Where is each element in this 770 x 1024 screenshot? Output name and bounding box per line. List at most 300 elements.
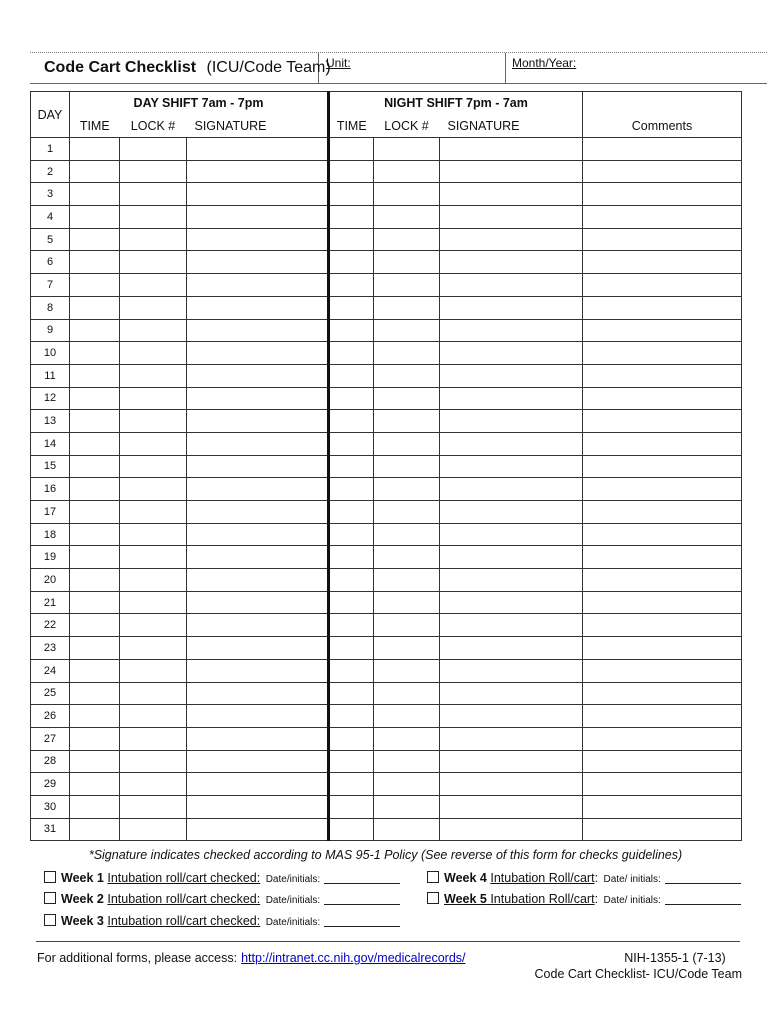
week5-checkbox[interactable] (427, 892, 439, 904)
night-time-cell[interactable] (329, 773, 374, 796)
day-signature-cell[interactable] (187, 274, 329, 297)
week3-row: Week 3 Intubation roll/cart checked: Date/initials: (44, 914, 400, 928)
night-time-cell[interactable] (329, 795, 374, 818)
night-lock-cell[interactable] (374, 727, 440, 750)
night-time-cell[interactable] (329, 523, 374, 546)
form-name: Code Cart Checklist- ICU/Code Team (534, 967, 742, 981)
comments-cell[interactable] (583, 795, 742, 818)
day-number: 17 (31, 501, 70, 524)
day-signature-cell[interactable] (187, 523, 329, 546)
comments-cell[interactable] (583, 569, 742, 592)
night-time-cell[interactable] (329, 682, 374, 705)
day-number: 24 (31, 659, 70, 682)
night-lock-cell[interactable] (374, 296, 440, 319)
day-lock-cell[interactable] (120, 342, 187, 365)
night-time-cell[interactable] (329, 251, 374, 274)
day-time-cell[interactable] (70, 138, 120, 161)
day-lock-cell[interactable] (120, 410, 187, 433)
comments-cell[interactable] (583, 387, 742, 410)
table-row (31, 818, 742, 841)
comments-cell[interactable] (583, 206, 742, 229)
night-time-cell[interactable] (329, 637, 374, 660)
day-lock-cell[interactable] (120, 682, 187, 705)
comments-cell[interactable] (583, 274, 742, 297)
week3-checkbox[interactable] (44, 914, 56, 926)
day-lock-cell[interactable] (120, 705, 187, 728)
day-number: 12 (31, 387, 70, 410)
night-signature-cell[interactable] (440, 160, 583, 183)
table-row (31, 251, 742, 274)
day-lock-cell[interactable] (120, 387, 187, 410)
week5-initials-line[interactable] (665, 904, 741, 905)
day-lock-cell[interactable] (120, 659, 187, 682)
night-signature-cell[interactable] (440, 455, 583, 478)
day-number: 14 (31, 432, 70, 455)
night-lock-cell[interactable] (374, 387, 440, 410)
night-time-cell[interactable] (329, 410, 374, 433)
day-lock-cell[interactable] (120, 546, 187, 569)
day-time-cell[interactable] (70, 296, 120, 319)
month-year-field[interactable]: Month/Year: (512, 56, 577, 70)
form-title (44, 59, 331, 77)
table-row (31, 455, 742, 478)
week4-row: Week 4 Intubation Roll/cart: Date/ initials: (427, 871, 741, 885)
day-number: 3 (31, 183, 70, 206)
night-signature-cell[interactable] (440, 818, 583, 841)
day-time-cell[interactable] (70, 682, 120, 705)
day-lock-cell[interactable] (120, 455, 187, 478)
night-time-cell[interactable] (329, 296, 374, 319)
week1-checkbox[interactable] (44, 871, 56, 883)
day-lock-cell[interactable] (120, 364, 187, 387)
day-time-cell[interactable] (70, 274, 120, 297)
night-signature-cell[interactable] (440, 183, 583, 206)
month-divider (505, 53, 506, 83)
form-number: NIH-1355-1 (7-13) (624, 951, 726, 965)
comments-cell[interactable] (583, 750, 742, 773)
night-lock-cell[interactable] (374, 569, 440, 592)
day-lock-cell[interactable] (120, 296, 187, 319)
night-signature-cell[interactable] (440, 342, 583, 365)
day-number: 28 (31, 750, 70, 773)
day-time-cell[interactable] (70, 387, 120, 410)
night-signature-cell[interactable] (440, 432, 583, 455)
comments-cell[interactable] (583, 455, 742, 478)
night-time-cell[interactable] (329, 342, 374, 365)
day-lock-cell[interactable] (120, 319, 187, 342)
day-lock-cell[interactable] (120, 569, 187, 592)
day-signature-cell[interactable] (187, 501, 329, 524)
table-row (31, 795, 742, 818)
day-signature-cell[interactable] (187, 387, 329, 410)
day-signature-cell[interactable] (187, 228, 329, 251)
day-time-cell[interactable] (70, 432, 120, 455)
night-lock-cell[interactable] (374, 750, 440, 773)
day-time-cell[interactable] (70, 614, 120, 637)
night-lock-cell[interactable] (374, 183, 440, 206)
table-row (31, 501, 742, 524)
night-lock-cell[interactable] (374, 319, 440, 342)
comments-cell[interactable] (583, 773, 742, 796)
week2-row: Week 2 Intubation roll/cart checked: Date/initials: (44, 892, 400, 906)
night-lock-cell[interactable] (374, 818, 440, 841)
day-lock-header: LOCK # (120, 114, 187, 138)
unit-field[interactable]: Unit: (326, 56, 351, 70)
comments-cell[interactable] (583, 251, 742, 274)
day-lock-cell[interactable] (120, 138, 187, 161)
night-time-cell[interactable] (329, 705, 374, 728)
day-number: 27 (31, 727, 70, 750)
night-signature-cell[interactable] (440, 364, 583, 387)
table-row (31, 432, 742, 455)
night-signature-cell[interactable] (440, 251, 583, 274)
table-row (31, 296, 742, 319)
comments-cell[interactable] (583, 727, 742, 750)
day-lock-cell[interactable] (120, 637, 187, 660)
day-signature-cell[interactable] (187, 591, 329, 614)
night-time-cell[interactable] (329, 432, 374, 455)
day-time-cell[interactable] (70, 569, 120, 592)
night-signature-cell[interactable] (440, 410, 583, 433)
day-number: 30 (31, 795, 70, 818)
day-signature-cell[interactable] (187, 682, 329, 705)
night-signature-cell[interactable] (440, 637, 583, 660)
day-number: 18 (31, 523, 70, 546)
day-time-cell[interactable] (70, 319, 120, 342)
day-time-cell[interactable] (70, 342, 120, 365)
week2-checkbox[interactable] (44, 892, 56, 904)
comments-cell[interactable] (583, 818, 742, 841)
table-row (31, 410, 742, 433)
night-signature-cell[interactable] (440, 319, 583, 342)
table-row (31, 183, 742, 206)
night-lock-cell[interactable] (374, 206, 440, 229)
day-time-cell[interactable] (70, 591, 120, 614)
day-time-cell[interactable] (70, 795, 120, 818)
table-row (31, 364, 742, 387)
day-time-cell[interactable] (70, 659, 120, 682)
day-lock-cell[interactable] (120, 274, 187, 297)
night-time-cell[interactable] (329, 818, 374, 841)
night-time-cell[interactable] (329, 228, 374, 251)
day-lock-cell[interactable] (120, 614, 187, 637)
day-time-cell[interactable] (70, 750, 120, 773)
night-signature-cell[interactable] (440, 206, 583, 229)
night-lock-cell[interactable] (374, 637, 440, 660)
day-time-cell[interactable] (70, 705, 120, 728)
night-time-cell[interactable] (329, 364, 374, 387)
day-number: 9 (31, 319, 70, 342)
day-time-cell[interactable] (70, 818, 120, 841)
day-time-cell[interactable] (70, 160, 120, 183)
night-signature-cell[interactable] (440, 682, 583, 705)
night-signature-cell[interactable] (440, 773, 583, 796)
comments-cell[interactable] (583, 705, 742, 728)
day-time-cell[interactable] (70, 206, 120, 229)
comments-cell[interactable] (583, 523, 742, 546)
day-signature-cell[interactable] (187, 342, 329, 365)
night-time-cell[interactable] (329, 455, 374, 478)
day-signature-cell[interactable] (187, 206, 329, 229)
night-signature-cell[interactable] (440, 614, 583, 637)
day-number: 10 (31, 342, 70, 365)
day-signature-cell[interactable] (187, 795, 329, 818)
day-time-cell[interactable] (70, 410, 120, 433)
day-time-cell[interactable] (70, 455, 120, 478)
day-lock-cell[interactable] (120, 478, 187, 501)
day-number: 16 (31, 478, 70, 501)
night-lock-cell[interactable] (374, 432, 440, 455)
night-time-cell[interactable] (329, 183, 374, 206)
title-sub: (ICU/Code Team) (206, 59, 331, 76)
night-signature-cell[interactable] (440, 274, 583, 297)
comments-cell[interactable] (583, 410, 742, 433)
comments-cell[interactable] (583, 432, 742, 455)
day-time-cell[interactable] (70, 727, 120, 750)
footer-rule (36, 941, 740, 942)
table-row (31, 319, 742, 342)
night-lock-cell[interactable] (374, 478, 440, 501)
comments-cell[interactable] (583, 682, 742, 705)
comments-cell[interactable] (583, 319, 742, 342)
day-number: 22 (31, 614, 70, 637)
table-row (31, 546, 742, 569)
night-time-cell[interactable] (329, 569, 374, 592)
day-number: 26 (31, 705, 70, 728)
day-signature-cell[interactable] (187, 727, 329, 750)
night-lock-cell[interactable] (374, 138, 440, 161)
day-time-cell[interactable] (70, 228, 120, 251)
night-time-cell[interactable] (329, 274, 374, 297)
night-signature-cell[interactable] (440, 727, 583, 750)
signature-note: *Signature indicates checked according to MAS 95-1 Policy (See reverse of this form for checks guidelines) (88, 848, 683, 862)
night-signature-cell[interactable] (440, 591, 583, 614)
day-signature-cell[interactable] (187, 773, 329, 796)
night-signature-cell[interactable] (440, 387, 583, 410)
night-signature-cell[interactable] (440, 501, 583, 524)
day-shift-header: DAY SHIFT 7am - 7pm (70, 92, 329, 115)
day-number: 6 (31, 251, 70, 274)
table-row (31, 274, 742, 297)
night-lock-cell[interactable] (374, 342, 440, 365)
day-number: 2 (31, 160, 70, 183)
day-lock-cell[interactable] (120, 251, 187, 274)
day-signature-cell[interactable] (187, 637, 329, 660)
night-lock-cell[interactable] (374, 591, 440, 614)
day-signature-cell[interactable] (187, 614, 329, 637)
day-number: 11 (31, 364, 70, 387)
night-signature-cell[interactable] (440, 523, 583, 546)
day-time-cell[interactable] (70, 478, 120, 501)
night-time-cell[interactable] (329, 659, 374, 682)
day-lock-cell[interactable] (120, 750, 187, 773)
night-time-cell[interactable] (329, 478, 374, 501)
night-time-cell[interactable] (329, 206, 374, 229)
day-signature-cell[interactable] (187, 138, 329, 161)
night-time-cell[interactable] (329, 727, 374, 750)
night-time-cell[interactable] (329, 319, 374, 342)
night-time-cell[interactable] (329, 591, 374, 614)
table-row (31, 206, 742, 229)
comments-cell[interactable] (583, 478, 742, 501)
night-shift-header: NIGHT SHIFT 7pm - 7am (329, 92, 583, 115)
table-row (31, 750, 742, 773)
night-lock-cell[interactable] (374, 274, 440, 297)
day-number: 23 (31, 637, 70, 660)
night-time-header: TIME (329, 114, 374, 138)
comments-cell[interactable] (583, 659, 742, 682)
day-lock-cell[interactable] (120, 432, 187, 455)
day-lock-cell[interactable] (120, 160, 187, 183)
comments-cell[interactable] (583, 160, 742, 183)
table-row (31, 387, 742, 410)
week2-initials-line[interactable] (324, 904, 400, 905)
day-signature-cell[interactable] (187, 659, 329, 682)
day-time-cell[interactable] (70, 523, 120, 546)
day-time-cell[interactable] (70, 183, 120, 206)
day-number: 1 (31, 138, 70, 161)
day-signature-cell[interactable] (187, 183, 329, 206)
day-number: 5 (31, 228, 70, 251)
night-signature-cell[interactable] (440, 569, 583, 592)
night-lock-cell[interactable] (374, 795, 440, 818)
night-signature-cell[interactable] (440, 228, 583, 251)
checklist-table (30, 91, 742, 841)
comments-cell[interactable] (583, 138, 742, 161)
footer-access: For additional forms, please access: http://intranet.cc.nih.gov/medicalrecords/ (37, 951, 466, 965)
night-lock-cell[interactable] (374, 705, 440, 728)
comments-cell[interactable] (583, 546, 742, 569)
day-signature-cell[interactable] (187, 705, 329, 728)
day-lock-cell[interactable] (120, 773, 187, 796)
day-time-cell[interactable] (70, 251, 120, 274)
day-time-cell[interactable] (70, 637, 120, 660)
night-signature-cell[interactable] (440, 138, 583, 161)
night-lock-cell[interactable] (374, 773, 440, 796)
table-row (31, 727, 742, 750)
table-row (31, 659, 742, 682)
comments-cell[interactable] (583, 228, 742, 251)
table-row (31, 614, 742, 637)
comments-cell[interactable] (583, 296, 742, 319)
day-lock-cell[interactable] (120, 591, 187, 614)
comments-cell[interactable] (583, 501, 742, 524)
week1-initials-line[interactable] (324, 883, 400, 884)
table-row (31, 160, 742, 183)
day-lock-cell[interactable] (120, 206, 187, 229)
comments-header-top (583, 92, 742, 115)
night-lock-cell[interactable] (374, 251, 440, 274)
night-time-cell[interactable] (329, 138, 374, 161)
day-lock-cell[interactable] (120, 727, 187, 750)
week3-initials-line[interactable] (324, 926, 400, 927)
night-signature-cell[interactable] (440, 546, 583, 569)
table-row (31, 342, 742, 365)
night-lock-cell[interactable] (374, 501, 440, 524)
day-number: 20 (31, 569, 70, 592)
night-lock-cell[interactable] (374, 364, 440, 387)
day-signature-cell[interactable] (187, 546, 329, 569)
day-lock-cell[interactable] (120, 818, 187, 841)
night-time-cell[interactable] (329, 160, 374, 183)
night-time-cell[interactable] (329, 387, 374, 410)
night-time-cell[interactable] (329, 614, 374, 637)
night-signature-cell[interactable] (440, 705, 583, 728)
week4-initials-line[interactable] (665, 883, 741, 884)
night-lock-cell[interactable] (374, 659, 440, 682)
night-lock-cell[interactable] (374, 410, 440, 433)
day-signature-cell[interactable] (187, 160, 329, 183)
comments-cell[interactable] (583, 614, 742, 637)
day-number: 29 (31, 773, 70, 796)
day-time-header: TIME (70, 114, 120, 138)
night-signature-cell[interactable] (440, 795, 583, 818)
day-number: 15 (31, 455, 70, 478)
day-lock-cell[interactable] (120, 501, 187, 524)
night-signature-cell[interactable] (440, 750, 583, 773)
night-signature-cell[interactable] (440, 659, 583, 682)
day-signature-cell[interactable] (187, 750, 329, 773)
day-number: 13 (31, 410, 70, 433)
day-signature-cell[interactable] (187, 455, 329, 478)
night-time-cell[interactable] (329, 546, 374, 569)
day-number: 4 (31, 206, 70, 229)
day-time-cell[interactable] (70, 364, 120, 387)
day-lock-cell[interactable] (120, 183, 187, 206)
day-signature-cell[interactable] (187, 251, 329, 274)
week5-row: Week 5 Intubation Roll/cart: Date/ initials: (427, 892, 741, 906)
night-time-cell[interactable] (329, 750, 374, 773)
day-signature-cell[interactable] (187, 364, 329, 387)
night-lock-cell[interactable] (374, 614, 440, 637)
night-lock-cell[interactable] (374, 228, 440, 251)
comments-cell[interactable] (583, 637, 742, 660)
week4-checkbox[interactable] (427, 871, 439, 883)
day-signature-cell[interactable] (187, 319, 329, 342)
night-time-cell[interactable] (329, 501, 374, 524)
table-row (31, 138, 742, 161)
night-lock-cell[interactable] (374, 523, 440, 546)
table-row (31, 682, 742, 705)
comments-cell[interactable] (583, 591, 742, 614)
day-signature-cell[interactable] (187, 432, 329, 455)
day-number: 21 (31, 591, 70, 614)
day-signature-cell[interactable] (187, 410, 329, 433)
night-lock-cell[interactable] (374, 455, 440, 478)
day-lock-cell[interactable] (120, 228, 187, 251)
day-lock-cell[interactable] (120, 795, 187, 818)
night-lock-cell[interactable] (374, 160, 440, 183)
day-header: DAY (31, 92, 70, 138)
day-lock-cell[interactable] (120, 523, 187, 546)
night-lock-cell[interactable] (374, 682, 440, 705)
day-signature-cell[interactable] (187, 569, 329, 592)
comments-cell[interactable] (583, 342, 742, 365)
comments-cell[interactable] (583, 364, 742, 387)
day-signature-cell[interactable] (187, 478, 329, 501)
day-time-cell[interactable] (70, 546, 120, 569)
medical-records-link[interactable]: http://intranet.cc.nih.gov/medicalrecords/ (241, 951, 466, 965)
title-bold: Code Cart Checklist (44, 59, 197, 76)
night-signature-cell[interactable] (440, 296, 583, 319)
comments-cell[interactable] (583, 183, 742, 206)
night-signature-cell[interactable] (440, 478, 583, 501)
day-time-cell[interactable] (70, 773, 120, 796)
night-lock-cell[interactable] (374, 546, 440, 569)
day-time-cell[interactable] (70, 501, 120, 524)
day-signature-cell[interactable] (187, 818, 329, 841)
day-signature-cell[interactable] (187, 296, 329, 319)
